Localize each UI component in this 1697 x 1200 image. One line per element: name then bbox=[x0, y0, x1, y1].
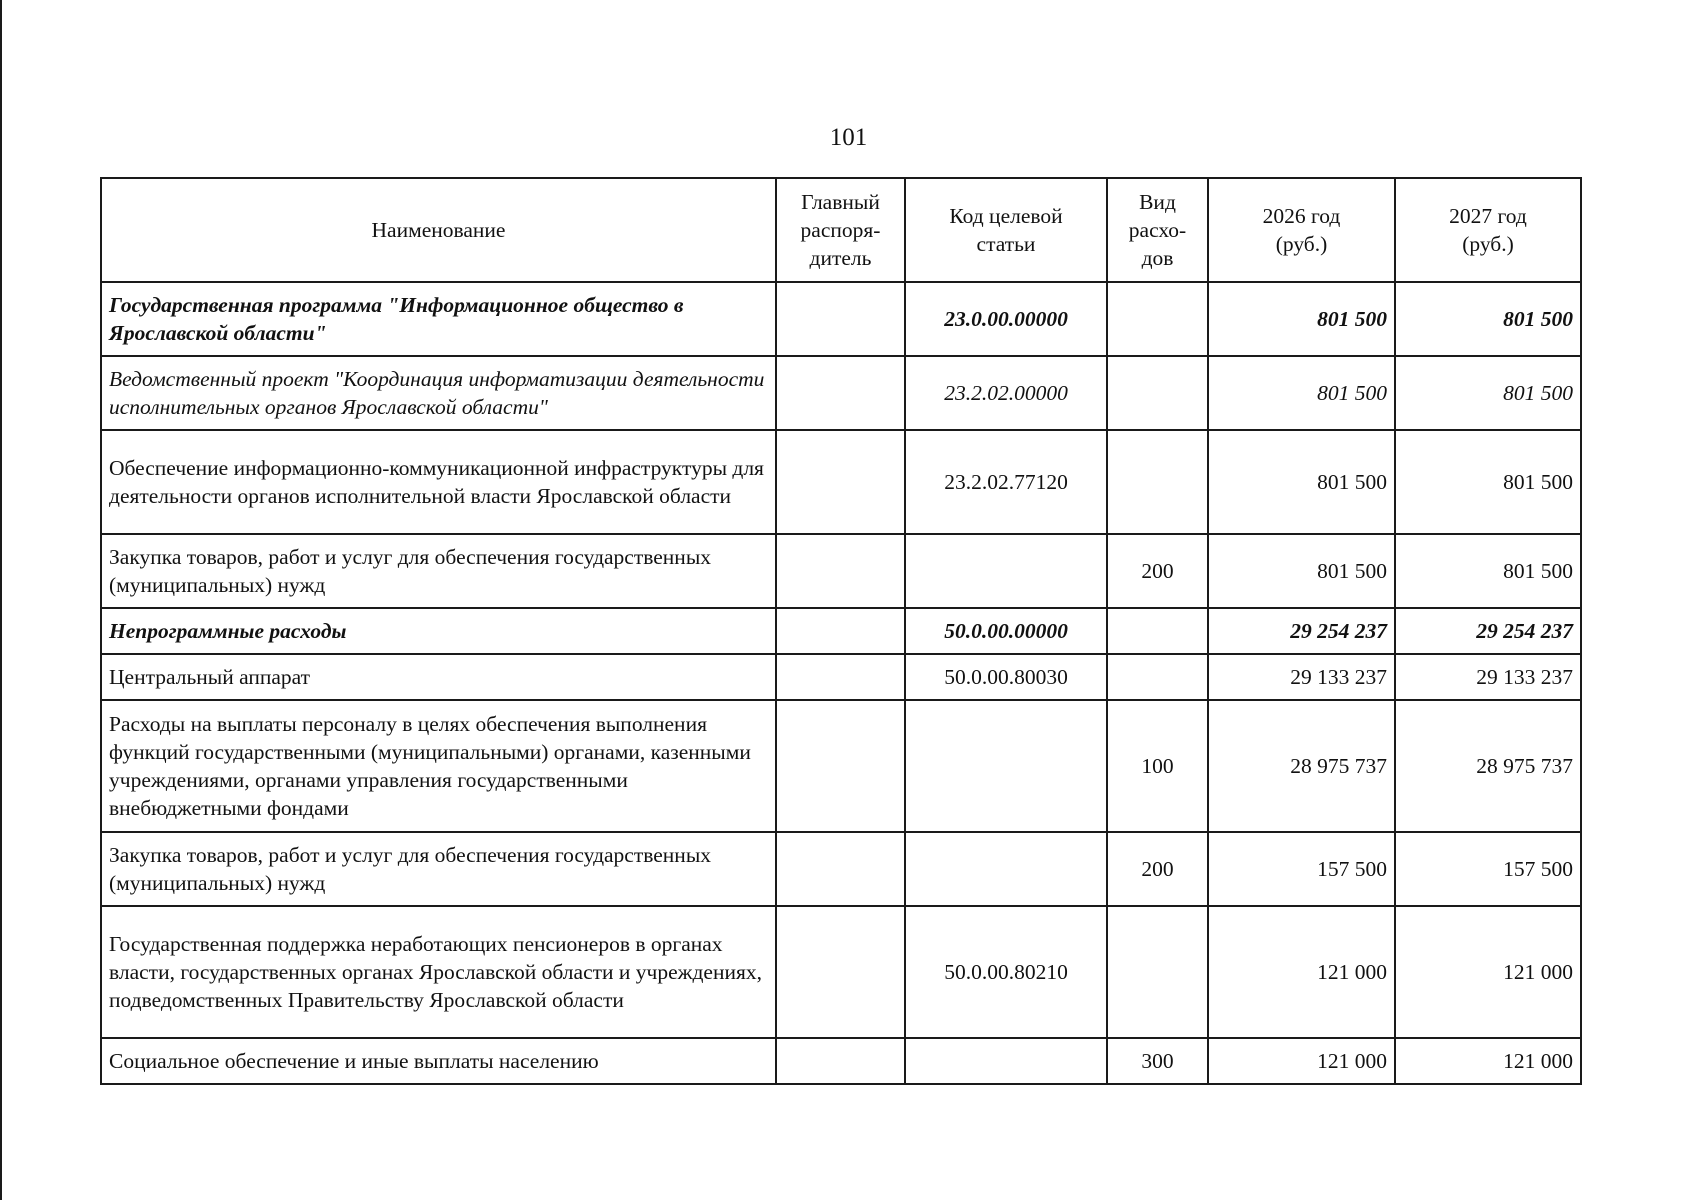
cell-name: Обеспечение информационно-коммуникационной инфраструктуры для деятельности органов исполнительной власти Ярославской области bbox=[101, 430, 776, 534]
table-row bbox=[101, 608, 1581, 654]
cell-amount-2026: 121 000 bbox=[1208, 906, 1395, 1038]
cell-target-code: 23.2.02.00000 bbox=[905, 356, 1107, 430]
header-chief-administrator: Главный распоря- дитель bbox=[776, 178, 905, 282]
cell-amount-2026: 29 133 237 bbox=[1208, 654, 1395, 700]
page-number: 101 bbox=[829, 124, 868, 151]
cell-expense-type bbox=[1107, 906, 1208, 1038]
cell-chief-administrator bbox=[776, 1038, 905, 1084]
cell-amount-2027: 121 000 bbox=[1395, 906, 1581, 1038]
cell-amount-2026: 801 500 bbox=[1208, 282, 1395, 356]
cell-amount-2027: 28 975 737 bbox=[1395, 700, 1581, 832]
cell-expense-type: 200 bbox=[1107, 534, 1208, 608]
table-row bbox=[101, 1038, 1581, 1084]
cell-chief-administrator bbox=[776, 608, 905, 654]
cell-amount-2027: 801 500 bbox=[1395, 430, 1581, 534]
cell-amount-2026: 121 000 bbox=[1208, 1038, 1395, 1084]
table-row bbox=[101, 906, 1581, 1038]
header-expense-type: Вид расхо- дов bbox=[1107, 178, 1208, 282]
cell-amount-2027: 29 133 237 bbox=[1395, 654, 1581, 700]
table-row bbox=[101, 534, 1581, 608]
cell-expense-type bbox=[1107, 356, 1208, 430]
cell-amount-2026: 29 254 237 bbox=[1208, 608, 1395, 654]
cell-expense-type: 100 bbox=[1107, 700, 1208, 832]
cell-amount-2026: 28 975 737 bbox=[1208, 700, 1395, 832]
cell-target-code: 23.2.02.77120 bbox=[905, 430, 1107, 534]
cell-chief-administrator bbox=[776, 356, 905, 430]
cell-amount-2026: 157 500 bbox=[1208, 832, 1395, 906]
cell-target-code: 50.0.00.80030 bbox=[905, 654, 1107, 700]
cell-chief-administrator bbox=[776, 906, 905, 1038]
cell-target-code: 50.0.00.00000 bbox=[905, 608, 1107, 654]
cell-target-code bbox=[905, 700, 1107, 832]
cell-expense-type bbox=[1107, 430, 1208, 534]
cell-expense-type: 300 bbox=[1107, 1038, 1208, 1084]
table-row bbox=[101, 832, 1581, 906]
scan-edge-line bbox=[0, 0, 2, 1200]
cell-name: Ведомственный проект "Координация информатизации деятельности исполнительных органов Ярославской области" bbox=[101, 356, 776, 430]
cell-target-code: 50.0.00.80210 bbox=[905, 906, 1107, 1038]
cell-amount-2027: 29 254 237 bbox=[1395, 608, 1581, 654]
cell-target-code bbox=[905, 832, 1107, 906]
cell-name: Центральный аппарат bbox=[101, 654, 776, 700]
header-year-2027: 2027 год (руб.) bbox=[1395, 178, 1581, 282]
table-row bbox=[101, 282, 1581, 356]
cell-chief-administrator bbox=[776, 654, 905, 700]
cell-expense-type bbox=[1107, 654, 1208, 700]
budget-table bbox=[100, 177, 1582, 1085]
cell-name: Непрограммные расходы bbox=[101, 608, 776, 654]
table-header-row bbox=[101, 178, 1581, 282]
cell-name: Социальное обеспечение и иные выплаты населению bbox=[101, 1038, 776, 1084]
cell-chief-administrator bbox=[776, 534, 905, 608]
cell-amount-2027: 801 500 bbox=[1395, 282, 1581, 356]
table-row bbox=[101, 654, 1581, 700]
cell-amount-2027: 801 500 bbox=[1395, 534, 1581, 608]
header-target-code: Код целевой статьи bbox=[905, 178, 1107, 282]
header-name: Наименование bbox=[101, 178, 776, 282]
table-row bbox=[101, 356, 1581, 430]
cell-amount-2026: 801 500 bbox=[1208, 356, 1395, 430]
cell-name: Закупка товаров, работ и услуг для обеспечения государственных (муниципальных) нужд bbox=[101, 534, 776, 608]
cell-chief-administrator bbox=[776, 832, 905, 906]
cell-amount-2026: 801 500 bbox=[1208, 534, 1395, 608]
table-row bbox=[101, 430, 1581, 534]
cell-chief-administrator bbox=[776, 282, 905, 356]
cell-amount-2027: 157 500 bbox=[1395, 832, 1581, 906]
cell-amount-2027: 801 500 bbox=[1395, 356, 1581, 430]
cell-expense-type bbox=[1107, 282, 1208, 356]
cell-name: Закупка товаров, работ и услуг для обеспечения государственных (муниципальных) нужд bbox=[101, 832, 776, 906]
cell-name: Государственная программа "Информационное общество в Ярославской области" bbox=[101, 282, 776, 356]
cell-target-code: 23.0.00.00000 bbox=[905, 282, 1107, 356]
cell-amount-2027: 121 000 bbox=[1395, 1038, 1581, 1084]
cell-expense-type: 200 bbox=[1107, 832, 1208, 906]
header-year-2026: 2026 год (руб.) bbox=[1208, 178, 1395, 282]
cell-expense-type bbox=[1107, 608, 1208, 654]
cell-chief-administrator bbox=[776, 430, 905, 534]
cell-chief-administrator bbox=[776, 700, 905, 832]
cell-target-code bbox=[905, 1038, 1107, 1084]
cell-amount-2026: 801 500 bbox=[1208, 430, 1395, 534]
cell-name: Расходы на выплаты персоналу в целях обеспечения выполнения функций государственными (муниципальными) органами, казенными учреждениями, органами управления государственными внебюджетными фондами bbox=[101, 700, 776, 832]
cell-name: Государственная поддержка неработающих пенсионеров в органах власти, государственных органах Ярославской области и учреждениях, подведомственных Правительству Ярославской области bbox=[101, 906, 776, 1038]
cell-target-code bbox=[905, 534, 1107, 608]
table-row bbox=[101, 700, 1581, 832]
